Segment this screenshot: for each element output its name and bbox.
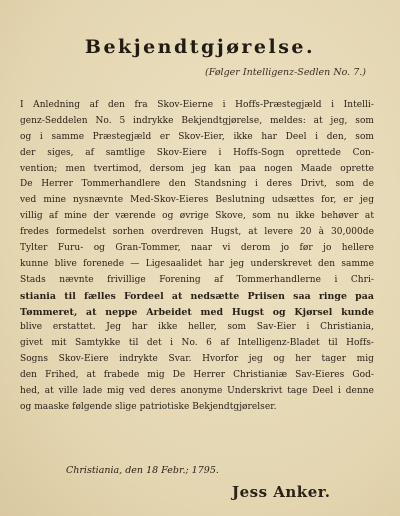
body-line: kunne blive forenede — Ligesaalidet har jeg underskrevet den samme	[20, 258, 374, 269]
body-line: blive erstattet. Jeg har ikke heller, som Sav-Eier i Christiania,	[20, 322, 374, 333]
body-line: stiania til fælles Fordeel at nedsætte Priisen saa ringe paa	[20, 290, 374, 302]
body-line: De Herrer Tommerhandlere den Standsning i deres Drivt, som de	[20, 179, 374, 190]
signature: Jess Anker.	[232, 483, 331, 501]
body-line: villig af mine der værende og øvrige Skove, som nu ikke behøver at	[20, 211, 374, 222]
body-line: givet mit Samtykke til det i No. 6 af Intelligenz-Bladet til Hoffs-	[20, 338, 374, 349]
body-line: den Frihed, at frabede mig De Herrer Christianiæ Sav-Eieres God-	[20, 370, 374, 381]
place-date: Christiania, den 18 Febr.; 1795.	[66, 465, 219, 476]
body-line: Stads nævnte frivillige Forening af Tommerhandlerne i Chri-	[20, 274, 374, 285]
body-line: genz-Seddelen No. 5 indrykke Bekjendtgjørelse, meldes: at jeg, som	[20, 115, 374, 126]
document-title: Bekjendtgjørelse.	[84, 36, 316, 58]
body-line: fredes formedelst sorhen overdreven Hugst, at levere 20 à 30,000de	[20, 227, 374, 238]
body-line: der siges, af samtlige Skov-Eiere i Hoffs-Sogn oprettede Con-	[20, 147, 374, 158]
body-line: Tømmeret, at neppe Arbeidet med Hugst og Kjørsel kunde	[20, 306, 374, 318]
body-line: Sogns Skov-Eiere indrykte Svar. Hvorfor jeg og her tager mig	[20, 354, 374, 365]
body-line: og i samme Præstegjæld er Skov-Eier, ikke har Deel i den, som	[20, 131, 374, 142]
document-body	[20, 98, 374, 416]
body-line: vention; men tvertimod, dersom jeg kan paa nogen Maade oprette	[20, 163, 374, 174]
body-line: og maaske følgende slige patriotiske Bekjendtgjørelser.	[20, 401, 277, 412]
body-line: ved mine nysnævnte Med-Skov-Eieres Beslutning udsættes for, er jeg	[20, 195, 374, 206]
body-line: I Anledning af den fra Skov-Eierne i Hoffs-Præstegjæld i Intelli-	[20, 100, 374, 110]
document-subtitle: (Følger Intelligenz-Sedlen No. 7.)	[205, 67, 366, 78]
body-line: Tylter Furu- og Gran-Tommer, naar vi derom jo før jo hellere	[20, 243, 374, 254]
body-line: hed, at ville lade mig ved deres anonyme Underskrivt tage Deel i denne	[20, 386, 374, 397]
